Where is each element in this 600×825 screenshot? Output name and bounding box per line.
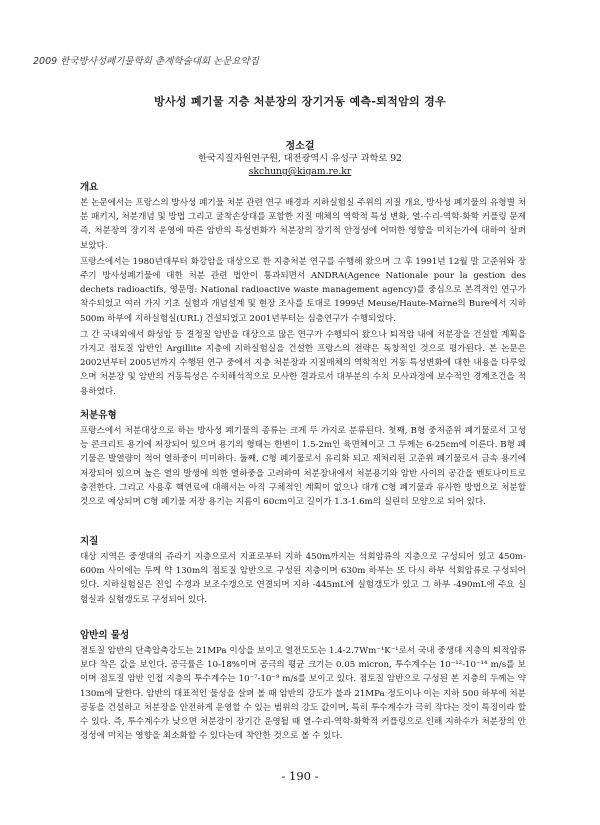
section-rock-properties <box>80 627 526 745</box>
section-overview <box>80 179 526 401</box>
author-block <box>0 137 600 178</box>
author-email[interactable]: skchung@kigam.re.kr <box>248 166 352 177</box>
paper-title: 방사성 폐기물 지층 처분장의 장기거동 예측-퇴적암의 경우 <box>154 95 446 108</box>
author-affiliation: 한국지질자원연구원, 대전광역시 유성구 과학로 92 <box>198 153 402 164</box>
paragraph: 대상 지역은 중생대의 쥬라기 지층으로서 지표로부터 지하 450m까지는 석회암류의 지층으로 구성되어 있고 450m-600m 사이에는 두께 약 130m의 점토질 암반으로 구성된 지층이며 630m 하부는 또 다시 하부 석회암류로 구성되어 있다. 지하실험실은 진입 수갱과 보조수갱으로 연결되며 지하 -445mL에 실험갱도가 있고 그 하부 -490mL에 주요 실험실과 실험갱도로 구성되어 있다. <box>80 552 526 605</box>
paragraph: 본 논문에서는 프랑스의 방사성 폐기물 처분 관련 연구 배경과 지하실험실 주위의 지질 개요, 방사성 폐기물의 유형별 처분 패키지, 처분개념 및 방법 그리고 굴착손상대를 포함한 지질 매체의 역학적 특성 변화, 열-수리-역학-화학 커플링 문제 즉, 처분장의 장기적 운영에 따른 암반의 특성변화가 처분장의 장기적 안정성에 어떠한 영향을 미치는가에 대하여 살펴보았다. <box>80 198 526 251</box>
section-heading: 처분유형 <box>80 410 117 421</box>
running-head: 2009 한국방사성폐기물학회 춘계학술대회 논문요약집 <box>33 56 259 67</box>
section-heading: 지질 <box>80 536 99 547</box>
section-heading: 개요 <box>80 182 99 193</box>
author-name: 정소걸 <box>285 141 315 152</box>
paragraph: 점토질 암반의 단축압축강도는 21MPa 이상을 보이고 열전도도는 1.4-2.7Wm⁻¹K⁻¹로서 국내 중생대 지층의 퇴적암류 보다 작은 값을 보인다. 공극률은 10-18%이며 공극의 평균 크기는 0.05 micron, 투수계수는 10⁻¹²-10⁻¹⁴ m/s를 보이며 점토질 암반 인접 지층의 투수계수는 10⁻⁷-10⁻⁹ m/s를 보이고 있다. 점토질 암반으로 구성된 본 지층의 두께는 약 130m에 달한다. 암반의 대표적인 물성을 살펴 볼 때 암반의 강도가 불과 21MPa 정도이나 이는 지하 500 하부에 처분 공동을 건설하고 처분장을 안전하게 운영할 수 있는 범위의 강도 값이며, 특히 투수계수가 극히 작다는 것이 특징이라 할 수 있다. 즉, 투수계수가 낮으면 처분장이 장기간 운영될 때 열-수리-역학-화학적 커플링으로 인해 지하수가 처분장의 안정성에 미치는 영향을 최소화할 수 있다는데 착안한 것으로 볼 수 있다. <box>80 646 526 742</box>
paragraph: 프랑스에서는 1980년대부터 화강암을 대상으로 한 지층처분 연구를 수행해 왔으며 그 후 1991년 12월 말 고준위와 장주기 방사성폐기물에 대한 처분 관련 법안이 통과되면서 ANDRA(Agence Nationale pour la gestion des dechets radioactifs, 영문명: National radioactive waste management agency)를 중심으로 본격적인 연구가 착수되었고 여러 가지 기초 실험과 개념설계 및 현장 조사를 토대로 1999년 Meuse/Haute-Marne의 Bure에서 지하 500m 하부에 지하실험실(URL) 건설되었고 2001년부터는 심층연구가 수행되었다. <box>80 256 526 324</box>
section-disposal-types <box>80 407 526 511</box>
section-heading: 암반의 물성 <box>80 630 130 641</box>
section-geology <box>80 533 526 609</box>
paragraph: 그 간 국내외에서 화성암 등 결정질 암반을 대상으로 많은 연구가 수행되어 왔으나 퇴적암 내에 처분장을 건설할 계획을 가지고 점토질 암반인 Argillite 지층에 지하실험실을 건설한 프랑스의 전략은 독창적인 것으로 평가된다. 본 논문은 2002년부터 2005년까지 수행된 연구 중에서 지층 처분장과 지질매체의 역학적인 거동 특성변화에 대한 내용을 다루었으며 처분장 및 암반의 거동특성은 수치해석적으로 모사한 결과로서 대부분의 수치 모사과정에 보수적인 경계조건을 적용하였다. <box>80 329 526 397</box>
paragraph: 프랑스에서 처분대상으로 하는 방사성 폐기물의 종류는 크게 두 가지로 분류된다. 첫째, B형 중저준위 폐기물로서 고성능 콘크리트 용기에 저장되어 있으며 용기의 형태는 한변이 1.5-2m인 육면체이고 그 두께는 6-25cm에 이른다. B형 폐기물은 발열량이 적어 열하중이 미미하다. 둘째, C형 폐기물로서 유리화 되고 재처리된 고준위 폐기물로서 금속 용기에 저장되어 있으며 높은 열의 발생에 의한 열하중을 고려하여 처분장내에서 처분용기와 암반 사이의 공간을 벤토나이트로 충전한다. 그리고 사용후 핵연료에 대해서는 아직 구체적인 계획이 없으나 대개 C형 폐기물과 유사한 방법으로 처분할 것으로 예상되며 C형 폐기물 저장 용기는 지름이 60cm이고 길이가 1.3-1.6m의 실린더 모양으로 되어 있다. <box>80 426 526 508</box>
page-number: - 190 - <box>281 769 319 783</box>
